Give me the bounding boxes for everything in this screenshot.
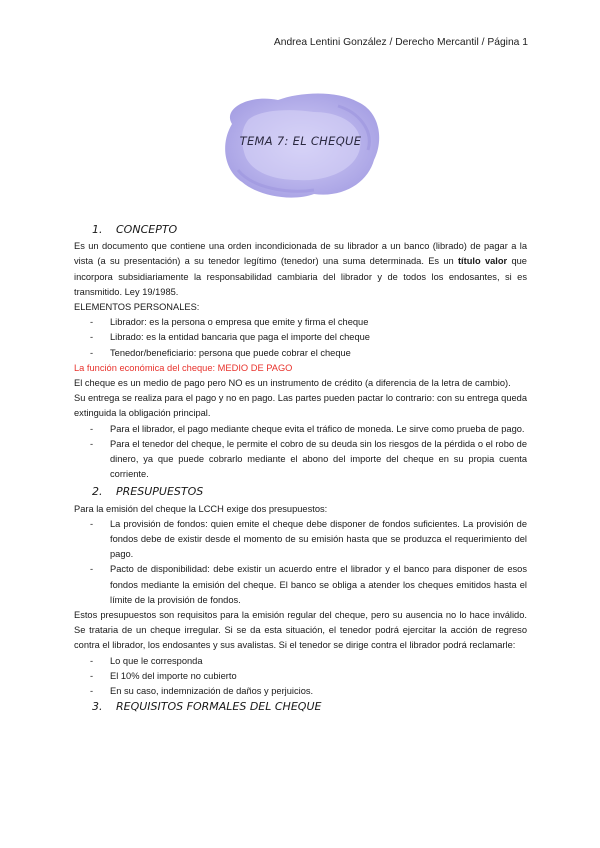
section-heading-requisitos	[74, 699, 527, 714]
concept-paragraph	[74, 239, 527, 300]
document-title: TEMA 7: EL CHEQUE	[239, 134, 362, 148]
economic-function-heading: La función económica del cheque: MEDIO DE PAGO	[74, 362, 293, 373]
list-item-text: Para el tenedor del cheque, le permite el cobro de su deuda sin los riesgos de la pérdida o el robo de dinero, ya que puede cobrarlo mediante el abono del importe del cheque en su propia cuenta corriente.	[110, 438, 527, 480]
list-item: - Para el tenedor del cheque, le permite el cobro de su deuda sin los riesgos de la pérdida o el robo de dinero, ya que puede cobrarlo mediante el abono del importe del cheque en su propia cuenta corriente.	[90, 438, 527, 480]
page-header: Andrea Lentini González / Derecho Mercantil / Página 1	[273, 37, 528, 48]
list-item: - Para el librador, el pago mediante cheque evita el tráfico de moneda. Le sirve como prueba de pago.	[90, 423, 525, 434]
title-banner	[218, 90, 383, 202]
list-item-text: Lo que le corresponda	[110, 655, 203, 666]
list-item: - Librador: es la persona o empresa que emite y firma el cheque	[90, 317, 369, 328]
list-item-text: Para el librador, el pago mediante cheque evita el tráfico de moneda. Le sirve como prueba de pago.	[110, 423, 525, 434]
list-item-text: Pacto de disponibilidad: debe existir un acuerdo entre el librador y el banco para disponer de esos fondos mediante la emisión del cheque. El banco se obliga a atender los cheques emitidos hasta el límite de la provisión de fondos.	[110, 564, 527, 605]
list-item: - La provisión de fondos: quien emite el cheque debe disponer de fondos suficientes. La provisión de fondos debe de existir desde el momento de su emisión hasta que se produzca el requerimiento del pago.	[90, 518, 527, 560]
section-number: 2.	[92, 485, 103, 499]
section-number: 3.	[92, 700, 103, 714]
presupuestos-list	[74, 517, 527, 608]
list-item-text: El 10% del importe no cubierto	[110, 670, 237, 681]
economic-list	[74, 422, 527, 483]
list-item-text: Tenedor/beneficiario: persona que puede cobrar el cheque	[110, 347, 351, 358]
presupuestos-intro: Para la emisión del cheque la LCCH exige dos presupuestos:	[74, 503, 328, 514]
concept-text-end: que incorpora subsidiariamente la responsabilidad cambiaria del librador y de todos los endosantes, si es transmitido. Ley 19/1985.	[74, 256, 527, 297]
section-heading-presupuestos	[74, 484, 527, 499]
document-body	[74, 222, 527, 717]
list-item-text: En su caso, indemnización de daños y perjuicios.	[110, 686, 314, 697]
elements-list	[74, 315, 527, 361]
concept-text-start: Es un documento que contiene una orden incondicionada de su librador a un banco (librado) de pagar a la vista (a su presentación) a su tenedor legítimo (tenedor) una suma determinada. Es un	[74, 241, 527, 267]
concept-bold-term: título valor	[457, 256, 508, 267]
list-item: - Pacto de disponibilidad: debe existir un acuerdo entre el librador y el banco para disponer de esos fondos mediante la emisión del cheque. El banco se obliga a atender los cheques emitidos hasta el límite de la provisión de fondos.	[90, 564, 527, 605]
section-heading-concepto	[74, 222, 527, 237]
list-item-text: Librador: es la persona o empresa que emite y firma el cheque	[110, 317, 369, 328]
section-title: REQUISITOS FORMALES DEL CHEQUE	[116, 700, 322, 714]
section-title: PRESUPUESTOS	[116, 485, 204, 499]
economic-paragraph-1: El cheque es un medio de pago pero NO es un instrumento de crédito (a diferencia de la letra de cambio).	[74, 378, 511, 389]
list-item: - Librado: es la entidad bancaria que paga el importe del cheque	[90, 332, 370, 343]
section-number: 1.	[92, 223, 103, 236]
economic-paragraph-2: Su entrega se realiza para el pago y no en pago. Las partes pueden pactar lo contrario: con su entrega queda extinguida la obligación principal.	[74, 393, 527, 419]
list-item: - Tenedor/beneficiario: persona que puede cobrar el cheque	[90, 347, 351, 358]
list-item: - Lo que le corresponda	[90, 655, 203, 666]
list-item-text: Librado: es la entidad bancaria que paga el importe del cheque	[110, 332, 370, 343]
list-item: - El 10% del importe no cubierto	[90, 670, 237, 681]
list-item-text: La provisión de fondos: quien emite el cheque debe disponer de fondos suficientes. La provisión de fondos debe de existir desde el momento de su emisión hasta que se produzca el requerimiento del pago.	[110, 518, 527, 560]
claims-list	[74, 654, 527, 700]
elements-heading: ELEMENTOS PERSONALES:	[74, 302, 200, 313]
section-title: CONCEPTO	[116, 223, 178, 236]
list-item: - En su caso, indemnización de daños y perjuicios.	[90, 686, 314, 697]
presupuestos-paragraph: Estos presupuestos son requisitos para la emisión regular del cheque, pero su ausencia no lo hace inválido. Se tratarіa de un cheque irregular. Si se da esta situación, el tenedor podrá ejercitar la acción de regreso contra el librador, los endosantes y sus avalistas. Si el tenedor se dirige contra el librador podrá reclamarle:	[74, 610, 527, 651]
